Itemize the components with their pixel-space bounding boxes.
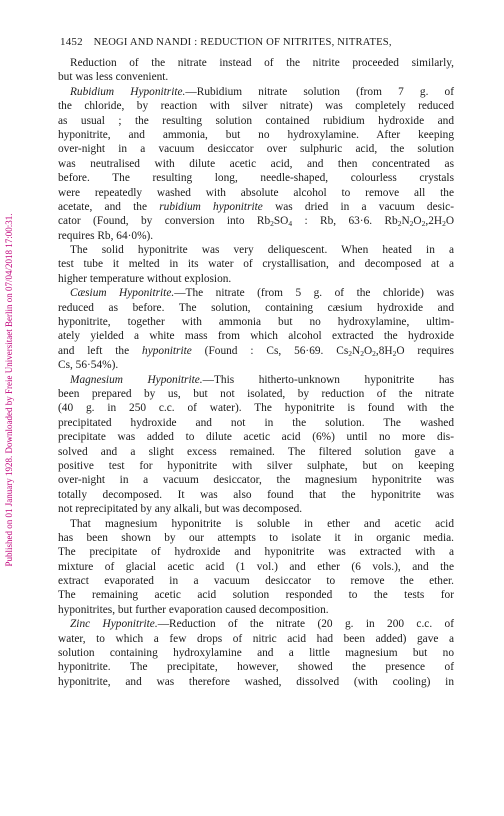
- text-line: solution containing hydroxylamine and a little magnesium but no: [58, 647, 454, 660]
- download-notice: Published on 01 January 1928. Downloaded by Freie Universitaet Berlin on 07/04/2018 17:00:31.: [4, 213, 14, 567]
- text-line: totally decomposed. It was also found that the hyponitrite was: [58, 488, 454, 501]
- text-line: precipitate was added to dilute acetic acid (6%) until no more dis-: [58, 431, 454, 444]
- text-line: Cæsium Hyponitrite.—The nitrate (from 5 g. of the chloride) was: [70, 287, 454, 300]
- text-line: Rubidium Hyponitrite.—Rubidium nitrate solution (from 7 g. of: [70, 85, 454, 98]
- text-line: hyponitrite, and ammonia, but no hydroxylamine. After keeping: [58, 128, 454, 141]
- running-header: [60, 36, 460, 48]
- text-line: test tube it melted in its water of crystallisation, and decomposed at a: [58, 258, 454, 271]
- text-line: The remaining acetic acid solution responded to the tests for: [58, 589, 454, 602]
- text-line: precipitated hydroxide and not in the solution. The washed: [58, 416, 454, 429]
- text-line: (40 g. in 250 c.c. of water). The hyponitrite is found with the: [58, 402, 454, 415]
- text-line: over-night in a vacuum desiccator over sulphuric acid, the solution: [58, 143, 454, 156]
- running-title: NEOGI AND NANDI : REDUCTION OF NITRITES, NITRATES,: [93, 37, 392, 48]
- text-line: before. The resulting long, needle-shaped, colourless crystals: [58, 172, 454, 185]
- text-line: as usual ; the resulting solution contained rubidium hydroxide and: [58, 114, 454, 127]
- text-line: Reduction of the nitrate instead of the nitrite proceeded similarly,: [70, 57, 454, 69]
- text-line: Zinc Hyponitrite.—Reduction of the nitrate (20 g. in 200 c.c. of: [70, 618, 455, 631]
- text-line: hyponitrite, together with ammonia but no hydroxylamine, ultim-: [58, 316, 454, 329]
- side-notice: [3, 90, 15, 690]
- text-line: That magnesium hyponitrite is soluble in ether and acetic acid: [70, 517, 454, 530]
- text-line: water, to which a few drops of nitric acid had been added) gave a: [58, 632, 454, 645]
- text-line: the chloride, by reaction with silver nitrate) was completely reduced: [58, 100, 454, 113]
- text-line: Magnesium Hyponitrite.—This hitherto-unknown hyponitrite has: [70, 373, 454, 386]
- text-line: ately yielded a white mass from which alcohol extracted the hydroxide: [58, 330, 454, 343]
- article-body: [58, 56, 454, 689]
- text-line: and left the hyponitrite (Found : Cs, 56·69. $Cs_2N_2O_2,8H_2O$ requires: [58, 344, 454, 358]
- text-line: hyponitrite, and was therefore washed, dissolved (with cooling) in: [58, 675, 454, 688]
- text-line: mixture of glacial acetic acid (1 vol.) and ether (6 vols.), and the: [58, 560, 454, 573]
- text-line: higher temperature without explosion.: [58, 272, 232, 285]
- text-line: The precipitate of hydroxide and hyponitrite was extracted with a: [58, 546, 454, 559]
- text-line: Cs, 56·54%).: [58, 359, 119, 372]
- text-line: has been shown by our attempts to isolate it in organic media.: [58, 531, 454, 544]
- text-line: requires Rb, 64·0%).: [58, 229, 154, 242]
- text-line: but was less convenient.: [58, 71, 169, 84]
- text-line: were repeatedly washed with absolute alcohol to remove all the: [58, 186, 454, 199]
- text-line: positive test for hyponitrite with silver sulphate, but on keeping: [58, 459, 454, 472]
- text-line: The solid hyponitrite was very deliquescent. When heated in a: [70, 244, 454, 257]
- text-line: acetate, and the rubidium hyponitrite was dried in a vacuum desic-: [58, 200, 454, 213]
- text-line: over-night in a vacuum desiccator, the magnesium hyponitrite was: [58, 474, 454, 487]
- text-line: been prepared by us, but not isolated, by reduction of the nitrate: [58, 387, 454, 400]
- text-line: cator (Found, by conversion into $Rb_2SO_4$ : Rb, 63·6. $Rb_2N_2O_2,2H_2O$: [58, 215, 455, 229]
- text-line: solved and a slight excess remained. The filtered solution gave a: [58, 445, 454, 458]
- text-line: was neutralised with dilute acetic acid, and then concentrated as: [58, 157, 454, 170]
- text-line: hyponitrites, but further evaporation caused decomposition.: [58, 603, 329, 616]
- text-line: hyponitrite. The precipitate, however, showed the presence of: [58, 661, 454, 674]
- text-line: extract evaporated in a vacuum desiccator to remove the ether.: [58, 575, 454, 588]
- text-line: reduced as before. The solution, containing cæsium hydroxide and: [58, 301, 454, 314]
- page-number: 1452: [60, 36, 83, 48]
- text-line: not reprecipitated by any alkali, but was decomposed.: [58, 503, 303, 516]
